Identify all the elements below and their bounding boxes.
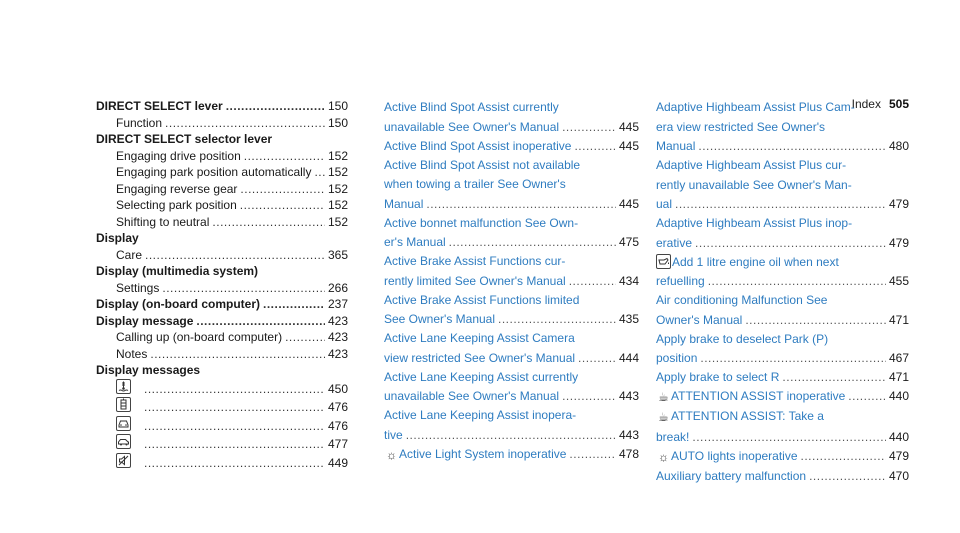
index-entry[interactable]: Active Lane Keeping Assist Camera view restricted See Owner's Manual ..... 444 — [384, 329, 639, 368]
index-entry[interactable]: Active Blind Spot Assist not available when towing a trailer See Owner's Manual ..... 445 — [384, 156, 639, 214]
index-entry[interactable]: Care ..... 365 — [96, 247, 348, 264]
index-entry[interactable]: Active Brake Assist Functions cur- rently limited See Owner's Manual ..... 434 — [384, 252, 639, 291]
index-heading: Display messages — [96, 363, 201, 377]
light-icon: ☼ — [386, 447, 397, 462]
index-entry[interactable]: Active Lane Keeping Assist currently unavailable See Owner's Manual ..... 443 — [384, 368, 639, 407]
index-entry[interactable]: Apply brake to select R ..... 471 — [656, 368, 909, 387]
vehicle-front-icon — [116, 416, 131, 431]
index-entry[interactable]: Auxiliary battery malfunction ..... 470 — [656, 467, 909, 486]
light-icon: ☼ — [658, 449, 669, 464]
fuel-filter-icon — [116, 397, 131, 412]
index-column-2 — [384, 98, 639, 465]
index-entry[interactable]: Engaging reverse gear ..... 152 — [96, 181, 348, 198]
horn-icon — [116, 453, 131, 468]
index-entry[interactable]: DIRECT SELECT lever ..... 150 — [96, 98, 348, 115]
index-entry[interactable]: Active bonnet malfunction See Own- er's Manual ..... 475 — [384, 214, 639, 253]
index-entry[interactable]: Settings ..... 266 — [96, 280, 348, 297]
coffee-cup-icon: ☕ — [658, 410, 669, 424]
index-entry[interactable]: Calling up (on-board computer) ..... 423 — [96, 329, 348, 346]
index-entry[interactable]: ☕ ATTENTION ASSIST inoperative ..... 440 — [656, 387, 909, 407]
index-entry[interactable]: Display (on-board computer) ..... 237 — [96, 296, 348, 313]
index-entry[interactable]: Function ..... 150 — [96, 115, 348, 132]
index-entry[interactable]: Active Brake Assist Functions limited See Owner's Manual ..... 435 — [384, 291, 639, 330]
page-number: 505 — [888, 97, 909, 111]
index-entry[interactable]: Display message ..... 423 — [96, 313, 348, 330]
coffee-cup-icon: ☕ — [658, 390, 669, 404]
index-entry[interactable]: ..... 450 — [96, 379, 348, 398]
oil-can-icon — [656, 254, 671, 269]
index-entry[interactable]: Add 1 litre engine oil when next refuelling ..... 455 — [656, 253, 909, 292]
index-entry[interactable]: Adaptive Highbeam Assist Plus inop- erative ..... 479 — [656, 214, 909, 253]
vehicle-side-icon — [116, 434, 131, 449]
index-entry[interactable]: ..... 477 — [96, 434, 348, 453]
index-entry[interactable]: Engaging drive position ..... 152 — [96, 148, 348, 165]
index-entry[interactable]: ☕ ATTENTION ASSIST: Take a break! ..... 440 — [656, 407, 909, 447]
index-entry[interactable]: ..... 476 — [96, 416, 348, 435]
index-entry[interactable]: Selecting park position ..... 152 — [96, 197, 348, 214]
index-entry[interactable]: Active Blind Spot Assist currently unavailable See Owner's Manual ..... 445 — [384, 98, 639, 137]
index-entry[interactable]: Notes ..... 423 — [96, 346, 348, 363]
index-heading: Display (multimedia system) — [96, 264, 259, 278]
index-entry[interactable]: Apply brake to deselect Park (P) position ..... 467 — [656, 330, 909, 369]
index-entry[interactable]: ☼ AUTO lights inoperative ..... 479 — [656, 447, 909, 467]
index-heading: Display — [96, 231, 139, 245]
index-entry[interactable]: Adaptive Highbeam Assist Plus cur- rently unavailable See Owner's Man- ual ..... 479 — [656, 156, 909, 214]
index-entry[interactable]: Air conditioning Malfunction See Owner's Manual ..... 471 — [656, 291, 909, 330]
index-title: Index — [851, 97, 881, 111]
index-entry[interactable]: Active Blind Spot Assist inoperative ..... 445 — [384, 137, 639, 156]
index-column-3 — [656, 98, 909, 486]
index-entry[interactable]: Shifting to neutral ..... 152 — [96, 214, 348, 231]
index-entry[interactable]: ☼ Active Light System inoperative ..... 478 — [384, 445, 639, 465]
index-heading: DIRECT SELECT selector lever — [96, 132, 273, 146]
coolant-temperature-icon — [116, 379, 131, 394]
index-entry[interactable]: Active Lane Keeping Assist inopera- tive ..... 443 — [384, 406, 639, 445]
index-entry[interactable]: ..... 449 — [96, 453, 348, 472]
index-entry[interactable]: Adaptive Highbeam Assist Plus Cam- era view restricted See Owner's Manual ..... 480 — [656, 98, 909, 156]
index-entry[interactable]: Engaging park position automatically ..... 152 — [96, 164, 348, 181]
index-column-1 — [96, 98, 348, 471]
index-entry[interactable]: ..... 476 — [96, 397, 348, 416]
